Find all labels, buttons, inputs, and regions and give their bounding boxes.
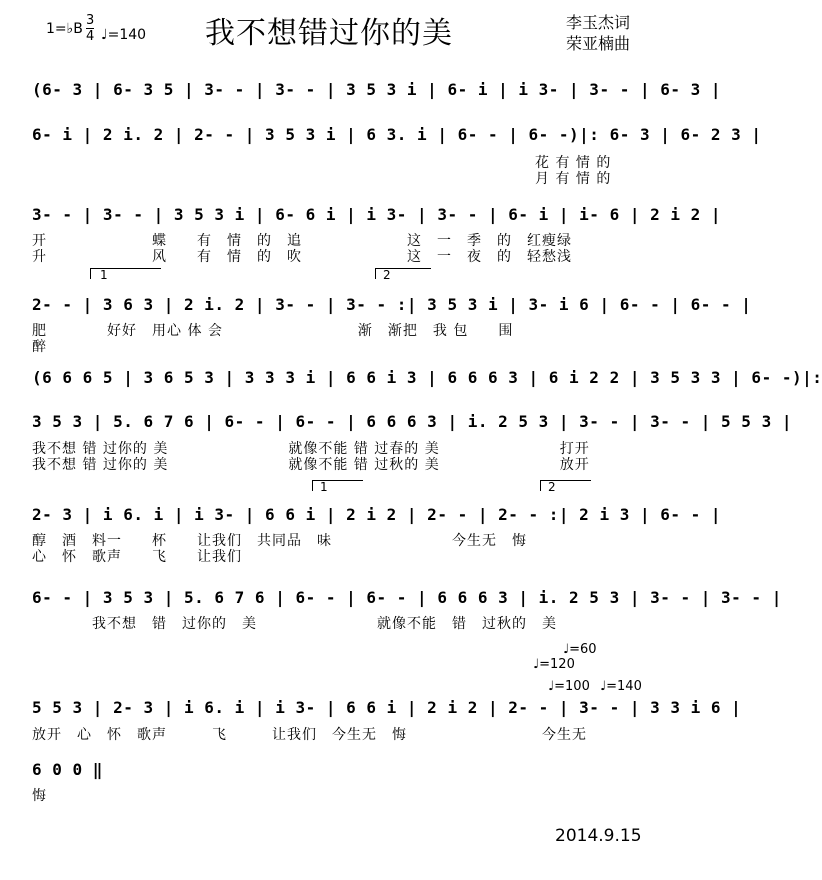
notation-row-8: 6- - | 3 5 3 | 5. 6 7 6 | 6- - | 6- - | 6 6 6 3 | i. 2 5 3 | 3- - | 3- - | — [32, 588, 782, 607]
lyricist: 李玉杰词 — [566, 13, 631, 32]
meter-bottom: 4 — [86, 29, 95, 44]
notation-row-2: 6- i | 2 i. 2 | 2- - | 3 5 3 i | 6 3. i | 6- - | 6- -)|: 6- 3 | 6- 2 3 | — [32, 125, 762, 144]
meter-top: 3 — [86, 13, 95, 28]
notation-row-5: (6 6 6 5 | 3 6 5 3 | 3 3 3 i | 6 6 i 3 | 6 6 6 3 | 6 i 2 2 | 3 5 3 3 | 6- -)|: — [32, 368, 822, 387]
lyric-row-7-verse-2: 心 怀 歌声 飞 让我们 — [32, 549, 242, 565]
notation-row-9: 5 5 3 | 2- 3 | i 6. i | i 3- | 6 6 i | 2 i 2 | 2- - | 3- - | 3 3 i 6 | — [32, 698, 742, 717]
tempo-mark-140: ♩=140 — [600, 679, 642, 694]
lyric-row-8-verse-1: 我不想 错 过你的 美 就像不能 错 过秋的 美 — [32, 616, 557, 632]
notation-row-6: 3 5 3 | 5. 6 7 6 | 6- - | 6- - | 6 6 6 3 | i. 2 5 3 | 3- - | 3- - | 5 5 3 | — [32, 412, 792, 431]
volta-1-label-row-7: 1 — [320, 480, 328, 494]
lyric-row-9-verse-1: 放开 心 怀 歌声 飞 让我们 今生无 悔 今生无 — [32, 727, 587, 743]
notation-row-4: 2- - | 3 6 3 | 2 i. 2 | 3- - | 3- - :| 3 5 3 i | 3- i 6 | 6- - | 6- - | — [32, 295, 752, 314]
lyric-row-2-verse-1: 花 有 情 的 — [535, 155, 612, 171]
time-signature — [86, 14, 94, 43]
lyric-row-2-verse-2: 月 有 情 的 — [535, 171, 612, 187]
lyric-row-10-verse-1: 悔 — [32, 788, 47, 804]
volta-2-label: 2 — [383, 268, 391, 282]
tempo-mark-60: ♩=60 — [563, 642, 597, 657]
composer: 荣亚楠曲 — [566, 34, 631, 53]
lyric-row-4-verse-1: 肥 好好 用心 体 会 渐 渐把 我 包 围 — [32, 323, 514, 339]
lyric-row-3-verse-1: 开 蝶 有 情 的 追 这 一 季 的 红瘦绿 — [32, 233, 572, 249]
lyric-row-6-verse-1: 我不想 错 过你的 美 就像不能 错 过春的 美 打开 — [32, 441, 590, 457]
lyric-row-7-verse-1: 醇 酒 料一 杯 让我们 共同品 味 今生无 悔 — [32, 533, 527, 549]
lyric-row-3-verse-2: 升 风 有 情 的 吹 这 一 夜 的 轻愁浅 — [32, 249, 572, 265]
tempo-marking: ♩=140 — [101, 27, 147, 43]
notation-row-1: (6- 3 | 6- 3 5 | 3- - | 3- - | 3 5 3 i | 6- i | i 3- | 3- - | 6- 3 | — [32, 80, 722, 99]
lyric-row-4-verse-2: 醉 — [32, 339, 47, 355]
notation-row-10: 6 0 0 ‖ — [32, 760, 103, 779]
tempo-mark-120: ♩=120 — [533, 657, 575, 672]
volta-2-label-row-7: 2 — [548, 480, 556, 494]
date-stamp: 2014.9.15 — [555, 826, 642, 846]
notation-row-7: 2- 3 | i 6. i | i 3- | 6 6 i | 2 i 2 | 2- - | 2- - :| 2 i 3 | 6- - | — [32, 505, 722, 524]
notation-row-3: 3- - | 3- - | 3 5 3 i | 6- 6 i | i 3- | 3- - | 6- i | i- 6 | 2 i 2 | — [32, 205, 722, 224]
song-title: 我不想错过你的美 — [205, 16, 453, 51]
key-signature: 1=♭B — [46, 21, 83, 37]
credits — [566, 12, 630, 54]
tempo-mark-100: ♩=100 — [548, 679, 590, 694]
volta-1-label: 1 — [100, 268, 108, 282]
lyric-row-6-verse-2: 我不想 错 过你的 美 就像不能 错 过秋的 美 放开 — [32, 457, 590, 473]
